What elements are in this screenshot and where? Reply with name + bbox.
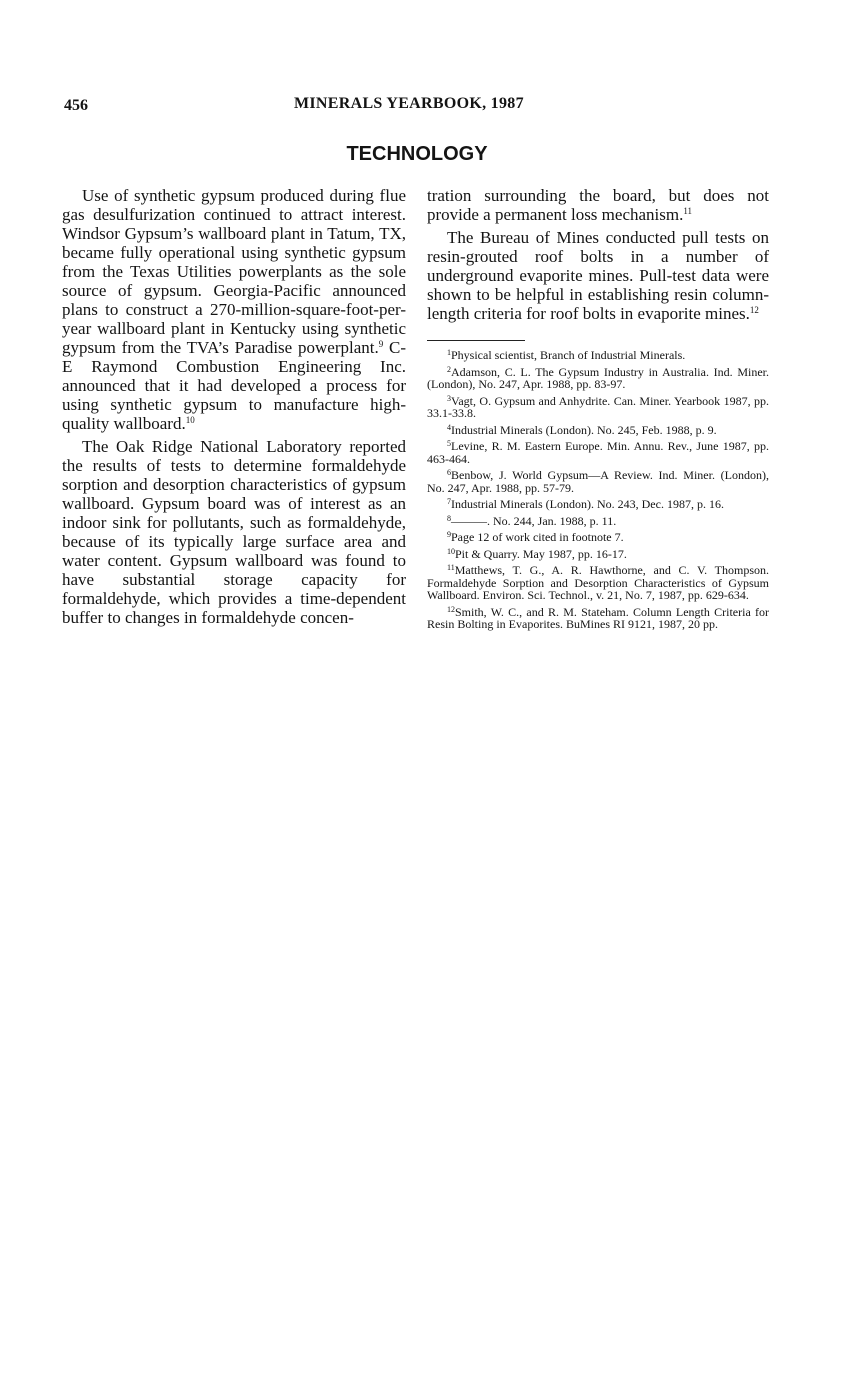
footnote-ref: 12 [749, 305, 759, 315]
paragraph-oak-ridge-continued: tration surrounding the board, but does not provide a permanent loss mechanism.$^{11}$ [427, 186, 769, 224]
page-number: 456 [64, 97, 88, 114]
footnote-ref: 10 [185, 415, 195, 425]
paragraph-bureau-of-mines: The Bureau of Mines conducted pull tests on resin-grouted roof bolts in a number of underground evaporite mines. Pull-test data were shown to be helpful in establishing resin column-length criteria for roof bolts in evaporite mines.$^{12}$ [427, 228, 769, 323]
footnote-ref: 11 [683, 206, 693, 216]
footnote: $^6$Benbow, J. World Gypsum—A Review. Ind. Miner. (London), No. 247, Apr. 1988, pp. 57-79. [427, 468, 769, 495]
footnote: $^3$Vagt, O. Gypsum and Anhydrite. Can. Miner. Yearbook 1987, pp. 33.1-33.8. [427, 393, 769, 420]
footnote: $^{12}$Smith, W. C., and R. M. Stateham. Column Length Criteria for Resin Bolting in Evaporites. BuMines RI 9121, 1987, 20 pp. [427, 604, 769, 631]
footnote: $^8$———. No. 244, Jan. 1988, p. 11. [447, 513, 617, 528]
running-head: MINERALS YEARBOOK, 1987 [294, 95, 524, 112]
footnote: $^1$Physical scientist, Branch of Industrial Minerals. [447, 348, 686, 362]
footnote: $^9$Page 12 of work cited in footnote 7. [447, 530, 624, 544]
footnote: $^2$Adamson, C. L. The Gypsum Industry in Australia. Ind. Miner. (London), No. 247, Apr. 1988, pp. 83-97. [427, 364, 769, 391]
footnote-divider [427, 340, 525, 341]
paragraph-oak-ridge: The Oak Ridge National Laboratory reported the results of tests to determine formaldehyde sorption and desorption characteristics of gypsum wallboard. Gypsum board was of interest as an indoor sink for pollutants, such as formaldehyde, because of its typically large surface area and water content. Gypsum wallboard was found to have substantial storage capacity for formaldehyde, which provides a time-dependent buffer to changes in formaldehyde concen- [62, 437, 406, 627]
paragraph-synthetic-gypsum: Use of synthetic gypsum produced during flue gas desulfurization continued to attract interest. Windsor Gypsum’s wallboard plant in Tatum, TX, became fully operational using synthetic gypsum from the Texas Utilities powerplants as the sole source of gypsum. Georgia-Pacific announced plans to construct a 270-million-square-foot-per-year wallboard plant in Kentucky using synthetic gypsum from the TVA’s Paradise powerplant.$^9$ C-E Raymond Combustion Engineering Inc. announced that it had developed a process for using synthetic gypsum to manufacture high-quality wallboard.$^{10}$ [62, 186, 406, 433]
footnote: $^{11}$Matthews, T. G., A. R. Hawthorne, and C. V. Thompson. Formaldehyde Sorption and Desorption Characteristics of Gypsum Wallboard. Environ. Sci. Technol., v. 21, No. 7, 1987, pp. 629-634. [427, 563, 769, 602]
footnotes [427, 349, 769, 631]
footnote: $^7$Industrial Minerals (London). No. 243, Dec. 1987, p. 16. [447, 497, 724, 511]
left-column [62, 186, 406, 627]
section-title: TECHNOLOGY [346, 143, 488, 165]
footnote-ref: 9 [378, 339, 384, 349]
right-column [427, 186, 769, 631]
footnote: $^4$Industrial Minerals (London). No. 245, Feb. 1988, p. 9. [447, 422, 717, 437]
footnote: $^{10}$Pit & Quarry. May 1987, pp. 16-17. [447, 546, 627, 561]
footnote: $^5$Levine, R. M. Eastern Europe. Min. Annu. Rev., June 1987, pp. 463-464. [427, 439, 769, 466]
